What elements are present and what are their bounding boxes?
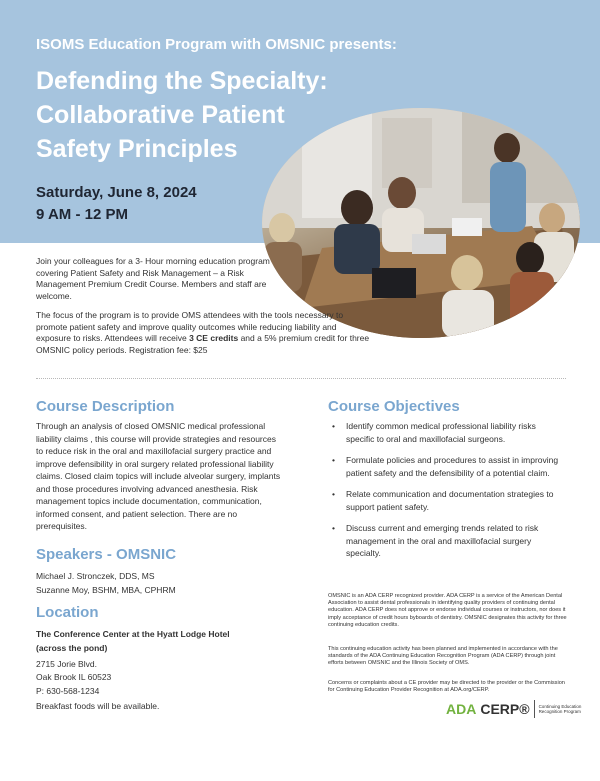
- meeting-photo: [262, 108, 580, 338]
- accreditation-text-2: This continuing education activity has been planned and implemented in accordance with the standards of the ADA Continuing Education Recognition Program (ADA CERP) through joint efforts between OMSNIC and the Illinois Society of OMS.: [328, 646, 558, 667]
- meeting-photo-illustration: [262, 108, 580, 338]
- speaker-name: Michael J. Stronczek, DDS, MS: [36, 571, 155, 581]
- objective-text: Identify common medical professional liability risks specific to oral and maxillofacial surgeons.: [346, 421, 536, 444]
- bullet-icon: •: [332, 455, 335, 465]
- course-objectives-heading: Course Objectives: [328, 398, 460, 415]
- focus-text-end: and a 5% premium credit for three OMSNIC policy periods. Registration fee: $25: [36, 333, 370, 355]
- intro-paragraph: Join your colleagues for a 3- Hour morning education program covering Patient Safety and Risk Management – a Risk Management Premium Credit Course. Members and staff are welcome.: [36, 256, 270, 301]
- objective-text: Discuss current and emerging trends related to risk management in the oral and maxillofacial surgery specialty.: [346, 523, 539, 558]
- bullet-icon: •: [332, 421, 335, 431]
- accreditation-text-3: Concerns or complaints about a CE provider may be directed to the provider or the Commission for Continuing Education Provider Recognition at ADA.org/CERP.: [328, 680, 565, 694]
- course-description-text: Through an analysis of closed OMSNIC medical professional liability claims , this course will provide strategies and resources to reduce risk in the oral and maxillofacial surgery practice and improve defensibility in oral surgery related professional liability claims. Closed claim topics will include alveolar surgery, implants and those procedures involving advanced anesthesia. Risk management topics include documentation, communication, informed consent, and patient selection. There are no prerequisites.: [36, 421, 281, 531]
- cerp-logo-word: CERP®: [480, 701, 530, 717]
- focus-text: The focus of the program is to provide OMS attendees with the tools necessary to promote patient safety and improve quality outcomes while reducing liability and exposure to risks. Attendees will receive: [36, 310, 344, 343]
- bullet-icon: •: [332, 489, 335, 499]
- venue-note: (across the pond): [36, 643, 108, 653]
- objective-text: Formulate policies and procedures to assist in improving patient safety and the defensibility of a potential claim.: [346, 455, 559, 478]
- speaker-name: Suzanne Moy, BSHM, MBA, CPHRM: [36, 585, 176, 595]
- objective-text: Relate communication and documentation strategies to support patient safety.: [346, 489, 554, 512]
- ada-cerp-logo: [446, 700, 595, 718]
- location-heading: Location: [36, 604, 99, 621]
- ada-logo-word: ADA: [446, 701, 477, 717]
- cerp-logo-subtitle: Continuing Education Recognition Program: [538, 703, 582, 714]
- accreditation-text-1: OMSNIC is an ADA CERP recognized provider. ADA CERP is a service of the American Dental Association to assist dental professionals in identifying quality providers of continuing dental education. ADA CERP does not approve or endorse individual courses or instructors, nor does it imply acceptance of credit hours byboards of dentistry. OMSNIC designates this activity for three continuing education credits.: [328, 593, 567, 628]
- phone-number: P: 630-568-1234: [36, 686, 100, 696]
- list-item: [328, 522, 564, 560]
- logo-separator: [534, 700, 535, 718]
- address-street: 2715 Jorie Blvd.: [36, 659, 97, 669]
- breakfast-note: Breakfast foods will be available.: [36, 701, 160, 711]
- course-description-heading: Course Description: [36, 398, 175, 415]
- ce-credits-bold: 3 CE credits: [189, 333, 239, 343]
- list-item: [328, 454, 564, 479]
- speakers-heading: Speakers - OMSNIC: [36, 546, 177, 563]
- list-item: [328, 420, 564, 445]
- objectives-list: [328, 420, 564, 569]
- bullet-icon: •: [332, 523, 335, 533]
- venue-name: The Conference Center at the Hyatt Lodge Hotel: [36, 629, 230, 639]
- list-item: [328, 488, 564, 513]
- event-title: Defending the Specialty: Collaborative Patient Safety Principles: [36, 67, 328, 163]
- event-date: Saturday, June 8, 2024: [36, 184, 197, 201]
- section-divider: [36, 378, 566, 379]
- event-time: 9 AM - 12 PM: [36, 206, 128, 223]
- presents-line: ISOMS Education Program with OMSNIC presents:: [36, 36, 397, 53]
- focus-paragraph: [36, 310, 372, 356]
- address-city: Oak Brook IL 60523: [36, 672, 112, 682]
